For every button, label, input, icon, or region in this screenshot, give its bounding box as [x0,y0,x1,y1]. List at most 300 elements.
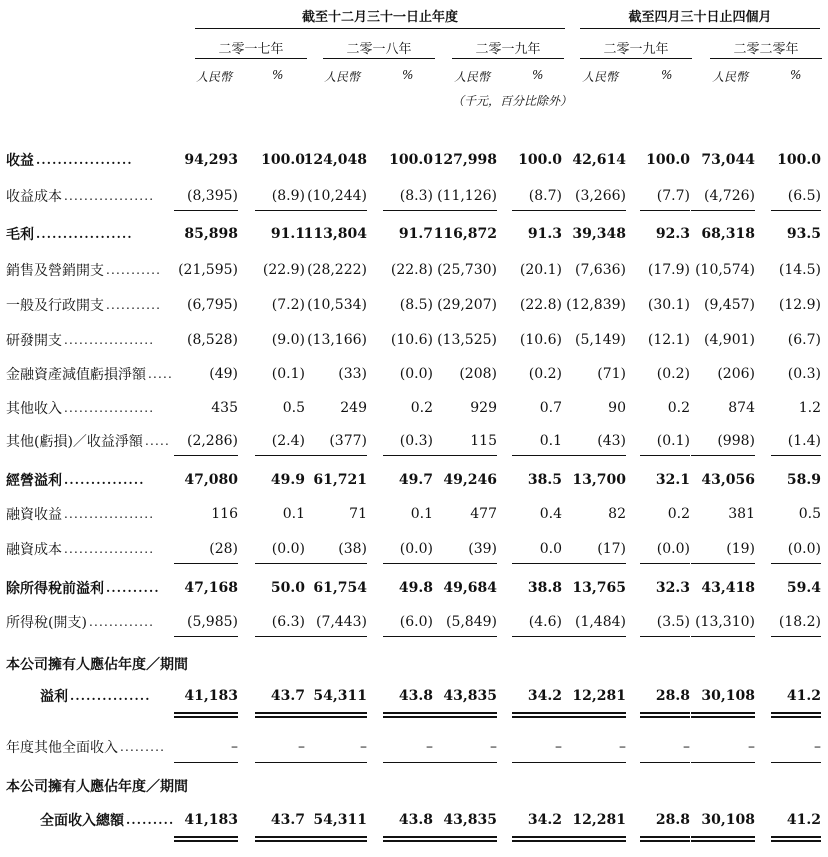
amount-cell: (8,528) [186,332,238,348]
percent-label: % [661,68,673,82]
amount-cell: 71 [349,506,367,522]
row-label [6,539,154,559]
percent-cell: 100.0 [646,152,690,168]
double-underline [383,712,433,718]
percent-cell: (0.0) [787,541,821,557]
header-group-four-months: 截至四月三十日止四個月 [628,10,772,25]
amount-cell: (13,525) [437,332,497,348]
percent-cell: (0.0) [656,541,690,557]
row-label [6,364,173,384]
percent-cell: 41.2 [786,812,821,828]
percent-cell: (20.1) [519,262,562,278]
amount-cell: (49) [209,366,238,382]
subtotal-rule [174,210,238,211]
year-2019: 二零一九年 [475,42,541,57]
percent-cell: 59.4 [786,580,821,596]
amount-cell: 42,614 [572,152,626,168]
leader-dots: .................. [64,333,155,347]
oci-row-label [6,737,165,757]
double-underline [303,836,367,842]
amount-cell: 124,048 [303,152,367,168]
double-underline [512,836,562,842]
percent-cell: 0.4 [539,506,562,522]
row-label-text: 融資收益 [6,507,62,523]
amount-cell: (28,222) [307,262,367,278]
amount-cell: (39) [468,541,497,557]
profit-block-title-text: 本公司擁有人應佔年度／期間 [6,657,188,673]
subtotal-rule [691,455,755,456]
subtotal-rule [640,210,690,211]
percent-cell: 43.8 [398,688,433,704]
leader-dots: ............... [64,473,145,487]
subtotal-rule [255,563,305,564]
year-rule [452,58,564,59]
percent-cell: (6.3) [271,614,305,630]
row-label [6,186,154,206]
percent-cell: (22.9) [262,262,305,278]
row-label-text: 毛利 [6,227,34,243]
amount-cell: (3,266) [574,188,626,204]
amount-cell: 54,311 [313,688,367,704]
percent-cell: (6.0) [399,614,433,630]
percent-cell: (8.5) [399,297,433,313]
percent-cell: 32.1 [655,472,690,488]
amount-cell: (10,574) [695,262,755,278]
double-underline [691,836,755,842]
percent-cell: (7.7) [656,188,690,204]
percent-cell: (14.5) [778,262,821,278]
amount-cell: 874 [728,400,755,416]
amount-cell: 54,311 [313,812,367,828]
row-label [6,504,154,524]
percent-cell: – [814,739,821,755]
row-label [6,260,161,280]
percent-cell: 92.3 [655,226,690,242]
percent-cell: (12.9) [778,297,821,313]
percent-cell: 91.7 [398,226,433,242]
amount-cell: 43,835 [443,688,497,704]
amount-cell: 13,700 [572,472,626,488]
currency-label: 人民幣 [196,70,233,84]
total-block-title-text: 本公司擁有人應佔年度／期間 [6,779,188,795]
amount-cell: 61,721 [313,472,367,488]
percent-cell: 28.8 [655,812,690,828]
subtotal-rule [303,563,367,564]
subtotal-rule [562,762,626,763]
subtotal-rule [512,636,562,637]
leader-dots: .................. [36,227,133,241]
amount-cell: (43) [597,433,626,449]
leader-dots: ............. [88,615,155,629]
amount-cell: 116 [211,506,238,522]
percent-cell: 43.7 [270,688,305,704]
amount-cell: 94,293 [184,152,238,168]
percent-cell: 0.0 [539,541,562,557]
amount-cell: (7,443) [315,614,367,630]
percent-cell: (17.9) [647,262,690,278]
subtotal-rule [771,455,821,456]
year-rule [580,58,692,59]
row-label-text: 收益成本 [6,189,62,205]
leader-dots: .......... [106,581,160,595]
percent-cell: (0.2) [656,366,690,382]
percent-cell: 58.9 [786,472,821,488]
subtotal-rule [433,563,497,564]
amount-cell: 82 [608,506,626,522]
amount-cell: (19) [726,541,755,557]
leader-dots: .................. [64,189,155,203]
double-underline [771,712,821,718]
percent-cell: (0.1) [271,366,305,382]
double-underline [640,712,690,718]
percent-cell: 34.2 [527,812,562,828]
percent-cell: 28.8 [655,688,690,704]
amount-cell: (25,730) [437,262,497,278]
row-label-text: 融資成本 [6,542,62,558]
amount-cell: 43,835 [443,812,497,828]
percent-cell: 38.5 [527,472,562,488]
row-label [6,224,133,244]
amount-cell: (33) [338,366,367,382]
amount-cell: 929 [470,400,497,416]
amount-cell: (17) [597,541,626,557]
percent-cell: 0.1 [539,433,562,449]
currency-label: 人民幣 [712,70,749,84]
subtotal-rule [562,455,626,456]
subtotal-rule [512,563,562,564]
percent-cell: 100.0 [518,152,562,168]
subtotal-rule [433,455,497,456]
percent-cell: (10.6) [519,332,562,348]
row-label-text: 一般及行政開支 [6,298,104,314]
row-label-text: 經營溢利 [6,473,62,489]
header-rule-four-months [580,28,820,29]
subtotal-rule [691,762,755,763]
percent-cell: 0.1 [410,506,433,522]
year-2018: 二零一八年 [346,42,412,57]
percent-label: % [532,68,544,82]
profit-label-text: 溢利 [40,689,68,705]
subtotal-rule [640,762,690,763]
profit-block-title [6,654,188,674]
currency-label: 人民幣 [582,70,619,84]
currency-label: 人民幣 [324,70,361,84]
row-label [6,150,133,170]
subtotal-rule [640,563,690,564]
amount-cell: 41,183 [184,688,238,704]
amount-cell: (5,149) [574,332,626,348]
row-label [6,295,161,315]
amount-cell: – [619,739,626,755]
percent-cell: 0.2 [667,400,690,416]
percent-cell: – [298,739,305,755]
subtotal-rule [255,210,305,211]
subtotal-rule [174,762,238,763]
subtotal-rule [255,762,305,763]
percent-cell: – [555,739,562,755]
amount-cell: 477 [470,506,497,522]
double-underline [255,836,305,842]
percent-cell: 0.5 [282,400,305,416]
leader-dots: .................. [64,507,155,521]
row-label-text: 研發開支 [6,333,62,349]
percent-cell: – [683,739,690,755]
amount-cell: (206) [717,366,755,382]
amount-cell: 47,168 [184,580,238,596]
row-label [6,398,154,418]
amount-cell: 13,765 [572,580,626,596]
leader-dots: ............... [70,689,151,703]
amount-cell: 85,898 [184,226,238,242]
amount-cell: (2,286) [186,433,238,449]
row-label-text: 其他(虧損)／收益淨額 [6,434,143,450]
amount-cell: (7,636) [574,262,626,278]
total-label-text: 全面收入總額 [40,813,124,829]
subtotal-rule [562,210,626,211]
amount-cell: 116,872 [433,226,497,242]
row-label [6,330,154,350]
subtotal-rule [303,762,367,763]
double-underline [303,712,367,718]
percent-cell: 43.8 [398,812,433,828]
amount-cell: – [490,739,497,755]
subtotal-rule [433,636,497,637]
amount-cell: (5,849) [445,614,497,630]
double-underline [174,836,238,842]
amount-cell: (11,126) [437,188,497,204]
percent-cell: 50.0 [270,580,305,596]
percent-cell: (6.7) [787,332,821,348]
percent-cell: (18.2) [778,614,821,630]
amount-cell: 49,684 [443,580,497,596]
leader-dots: ......... [120,740,166,754]
amount-cell: (13,310) [695,614,755,630]
subtotal-rule [512,210,562,211]
subtotal-rule [433,762,497,763]
percent-cell: (3.5) [656,614,690,630]
amount-cell: (10,534) [307,297,367,313]
row-label [6,578,160,598]
amount-cell: (4,726) [703,188,755,204]
percent-cell: (8.3) [399,188,433,204]
percent-cell: 49.7 [398,472,433,488]
amount-cell: 12,281 [572,688,626,704]
subtotal-rule [640,636,690,637]
percent-cell: 100.0 [777,152,821,168]
year-2019-period: 二零一九年 [603,42,669,57]
subtotal-rule [691,636,755,637]
percent-cell: – [426,739,433,755]
leader-dots: .................. [64,401,155,415]
amount-cell: (1,484) [574,614,626,630]
amount-cell: (9,457) [703,297,755,313]
amount-cell: (13,166) [307,332,367,348]
amount-cell: 249 [340,400,367,416]
subtotal-rule [640,455,690,456]
year-2020-period: 二零二零年 [733,42,799,57]
subtotal-rule [174,455,238,456]
amount-cell: 381 [728,506,755,522]
row-label-text: 收益 [6,153,34,169]
percent-cell: (8.9) [271,188,305,204]
amount-cell: (5,985) [186,614,238,630]
percent-cell: (22.8) [519,297,562,313]
double-underline [562,712,626,718]
percent-label: % [790,68,802,82]
subtotal-rule [771,762,821,763]
amount-cell: 90 [608,400,626,416]
percent-cell: (7.2) [271,297,305,313]
subtotal-rule [383,563,433,564]
double-underline [255,712,305,718]
double-underline [562,836,626,842]
subtotal-rule [771,563,821,564]
subtotal-rule [383,455,433,456]
leader-dots: ..... [144,434,171,448]
amount-cell: 43,056 [701,472,755,488]
percent-cell: 49.8 [398,580,433,596]
row-label-text: 銷售及營銷開支 [6,263,104,279]
subtotal-rule [512,762,562,763]
percent-cell: 32.3 [655,580,690,596]
double-underline [691,712,755,718]
oci-label-text: 年度其他全面收入 [6,740,118,756]
row-label [6,431,170,451]
subtotal-rule [562,563,626,564]
amount-cell: 30,108 [701,812,755,828]
amount-cell: 12,281 [572,812,626,828]
row-label-text: 其他收入 [6,401,62,417]
profit-row-label [40,686,151,706]
subtotal-rule [771,210,821,211]
percent-cell: 0.5 [798,506,821,522]
percent-cell: (1.4) [787,433,821,449]
percent-cell: (0.0) [271,541,305,557]
double-underline [433,712,497,718]
amount-cell: 113,804 [303,226,367,242]
percent-cell: 0.7 [539,400,562,416]
double-underline [383,836,433,842]
percent-cell: 93.5 [786,226,821,242]
percent-cell: 43.7 [270,812,305,828]
amount-cell: 127,998 [433,152,497,168]
total-block-title [6,776,188,796]
subtotal-rule [691,563,755,564]
amount-cell: 435 [211,400,238,416]
percent-cell: (12.1) [647,332,690,348]
amount-cell: (8,395) [186,188,238,204]
amount-cell: 115 [470,433,497,449]
percent-cell: 0.1 [282,506,305,522]
header-rule-annual [195,28,565,29]
subtotal-rule [255,636,305,637]
amount-cell: (28) [209,541,238,557]
percent-cell: 38.8 [527,580,562,596]
subtotal-rule [383,762,433,763]
row-label [6,470,145,490]
percent-cell: 41.2 [786,688,821,704]
amount-cell: 39,348 [572,226,626,242]
amount-cell: (10,244) [307,188,367,204]
amount-cell: (4,901) [703,332,755,348]
amount-cell: 68,318 [701,226,755,242]
leader-dots: ........... [106,298,162,312]
amount-cell: 30,108 [701,688,755,704]
percent-cell: 100.0 [389,152,433,168]
percent-cell: 91.1 [270,226,305,242]
amount-cell: – [360,739,367,755]
year-rule [195,58,307,59]
unit-note: （千元，百分比除外） [452,94,573,108]
amount-cell: (12,839) [566,297,626,313]
subtotal-rule [174,636,238,637]
percent-cell: 100.0 [261,152,305,168]
subtotal-rule [303,636,367,637]
double-underline [771,836,821,842]
percent-cell: (0.3) [787,366,821,382]
leader-dots: ......... [126,813,175,827]
percent-cell: (4.6) [528,614,562,630]
leader-dots: .................. [36,153,133,167]
subtotal-rule [562,636,626,637]
percent-cell: (0.3) [399,433,433,449]
double-underline [512,712,562,718]
double-underline [640,836,690,842]
double-underline [174,712,238,718]
percent-label: % [272,68,284,82]
row-label-text: 所得稅(開支) [6,615,87,631]
leader-dots: ........... [106,263,162,277]
percent-cell: (22.8) [390,262,433,278]
header-group-annual: 截至十二月三十一日止年度 [301,10,458,25]
year-rule [323,58,435,59]
subtotal-rule [303,210,367,211]
subtotal-rule [303,455,367,456]
percent-label: % [402,68,414,82]
percent-cell: 49.9 [270,472,305,488]
percent-cell: 0.2 [667,506,690,522]
leader-dots: .................. [64,542,155,556]
percent-cell: (9.0) [271,332,305,348]
subtotal-rule [174,563,238,564]
percent-cell: 0.2 [410,400,433,416]
amount-cell: – [231,739,238,755]
amount-cell: (71) [597,366,626,382]
subtotal-rule [433,210,497,211]
subtotal-rule [383,636,433,637]
row-label-text: 金融資產減值虧損淨額 [6,367,146,383]
percent-cell: (0.0) [399,541,433,557]
percent-cell: (0.1) [656,433,690,449]
amount-cell: (21,595) [178,262,238,278]
amount-cell: 61,754 [313,580,367,596]
subtotal-rule [255,455,305,456]
amount-cell: 41,183 [184,812,238,828]
subtotal-rule [512,455,562,456]
percent-cell: (6.5) [787,188,821,204]
percent-cell: 91.3 [527,226,562,242]
row-label-text: 除所得稅前溢利 [6,581,104,597]
subtotal-rule [691,210,755,211]
double-underline [433,836,497,842]
row-label [6,612,154,632]
subtotal-rule [383,210,433,211]
percent-cell: (30.1) [647,297,690,313]
amount-cell: 73,044 [701,152,755,168]
amount-cell: – [748,739,755,755]
total-row-label [40,810,174,830]
amount-cell: (998) [717,433,755,449]
